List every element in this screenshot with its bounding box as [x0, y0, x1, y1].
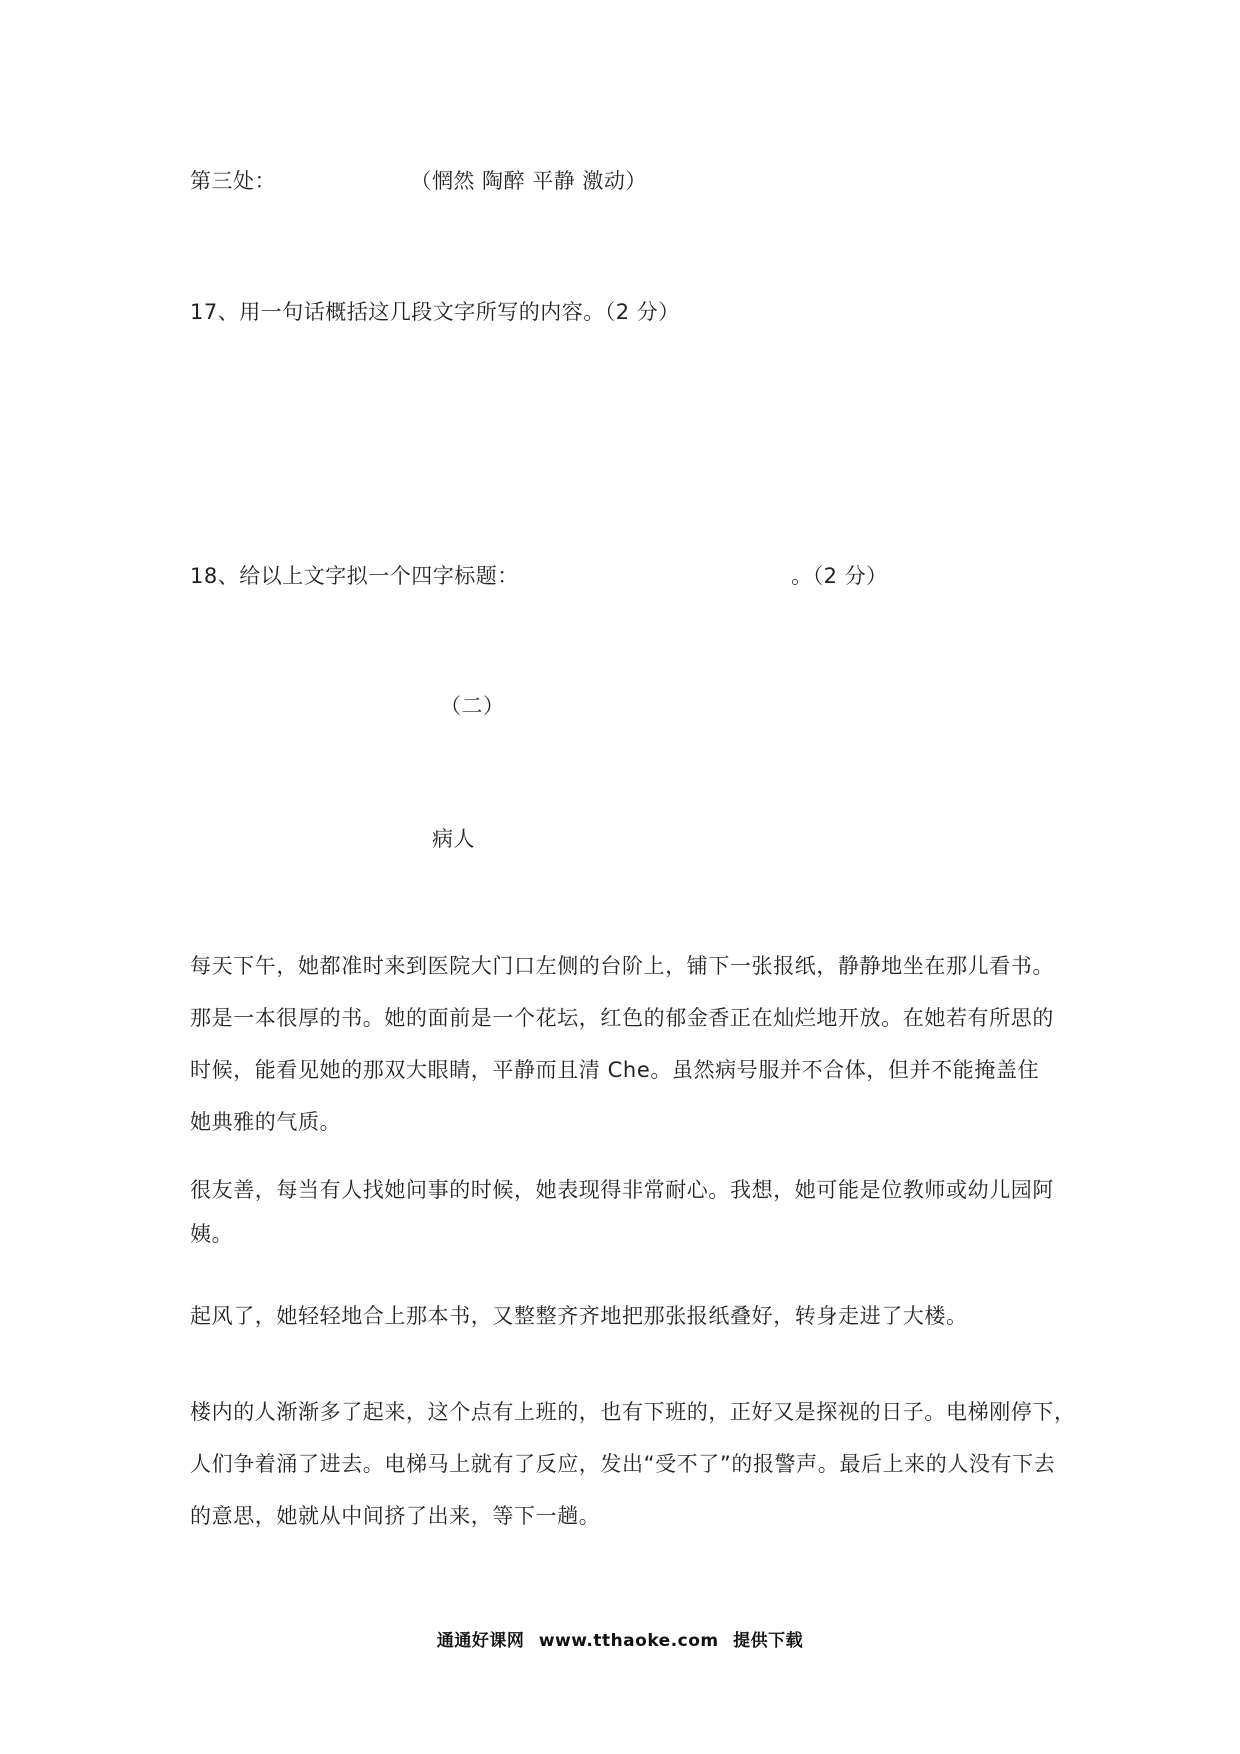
passage-line: 很友善，每当有人找她问事的时候，她表现得非常耐心。我想，她可能是位教师或幼儿园阿 [190, 1178, 1054, 1202]
q16-line [190, 167, 647, 195]
passage-paragraph-3 [190, 1290, 1070, 1342]
passage-title: 病人 [432, 827, 475, 851]
passage-line: 那是一本很厚的书。她的面前是一个花坛，红色的郁金香正在灿烂地开放。在她若有所思的 [190, 1006, 1054, 1030]
passage-paragraph-4 [190, 1386, 1076, 1542]
page-footer [0, 1626, 1240, 1651]
footer-site-name: 通通好课网 [436, 1631, 525, 1651]
q18-prompt: 18、给以上文字拟一个四字标题： [190, 564, 519, 588]
passage-line: 人们争着涌了进去。电梯马上就有了反应，发出“受不了”的报警声。最后上来的人没有下去 [190, 1452, 1056, 1476]
passage-line: 楼内的人渐渐多了起来，这个点有上班的，也有下班的，正好又是探视的日子。电梯刚停下， [190, 1400, 1076, 1424]
passage-line: 每天下午，她都准时来到医院大门口左侧的台阶上，铺下一张报纸，静静地坐在那儿看书。 [190, 954, 1054, 978]
q18-score: 。（2 分） [791, 564, 888, 588]
q16-label: 第三处： [190, 169, 276, 193]
passage-line: 她典雅的气质。 [190, 1110, 342, 1134]
passage-line: 姨。 [190, 1222, 234, 1246]
footer-url: www.tthaoke.com [538, 1631, 719, 1651]
passage-paragraph-1 [190, 940, 1070, 1148]
footer-action: 提供下载 [733, 1631, 804, 1651]
q18-line [190, 562, 888, 590]
passage-line: 时候，能看见她的那双大眼睛，平静而且清 Che。虽然病号服并不合体，但并不能掩盖住 [190, 1058, 1040, 1082]
passage-line: 的意思，她就从中间挤了出来，等下一趟。 [190, 1504, 601, 1528]
q16-options: （惘然 陶醉 平静 激动） [410, 169, 647, 193]
section-number: （二） [440, 694, 505, 718]
passage-line: 起风了，她轻轻地合上那本书，又整整齐齐地把那张报纸叠好，转身走进了大楼。 [190, 1304, 968, 1328]
q17-line: 17、用一句话概括这几段文字所写的内容。（2 分） [190, 300, 680, 324]
passage-paragraph-2 [190, 1168, 1070, 1256]
